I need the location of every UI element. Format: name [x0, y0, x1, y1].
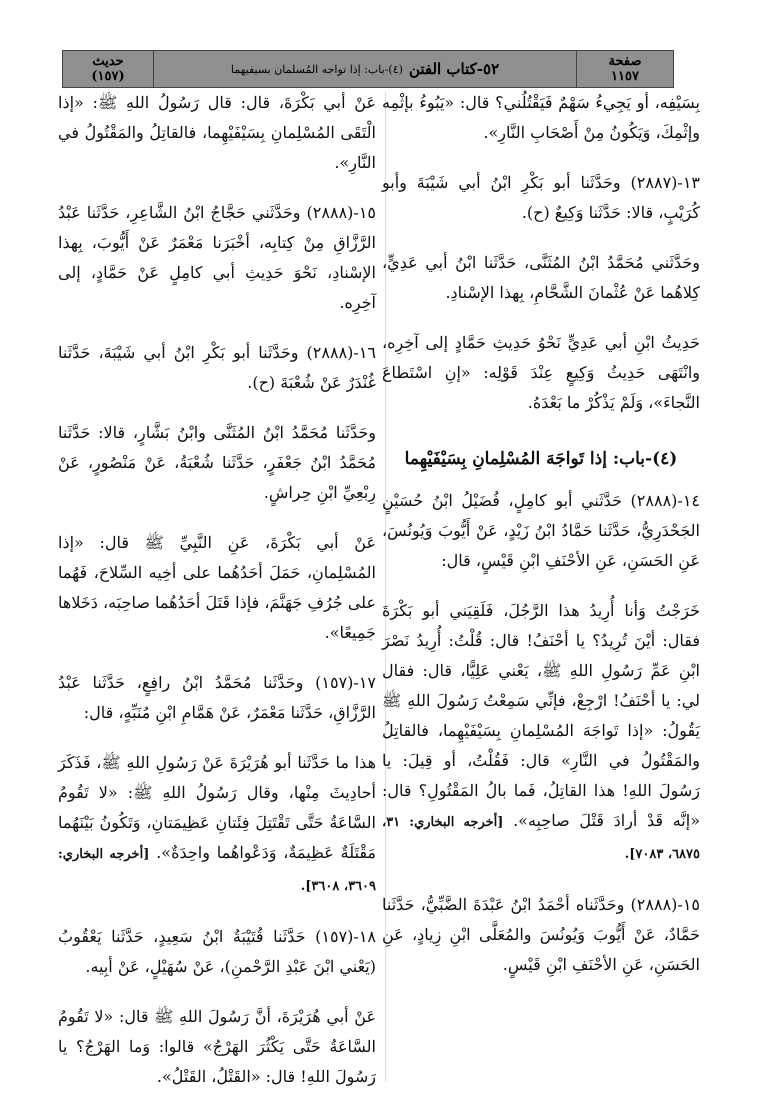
paragraph	[58, 418, 376, 508]
paragraph	[382, 328, 700, 418]
paragraph	[58, 338, 376, 398]
paragraph	[382, 486, 700, 576]
paragraph	[58, 1002, 376, 1092]
paragraph	[382, 248, 700, 308]
paragraph-text: حَدِيثُ ابْنِ أبي عَدِيٍّ نَحْوُ حَدِيثِ حَمَّادٍ إلى آخِرِه، وانْتَهَى حَدِيثُ وَكِيعٍ عِنْدَ قَوْلِه: «إنِ اسْتَطاعَ النَّجاءَ»، وَلَمْ يَذْكُرْ ما بَعْدَهُ.	[382, 333, 700, 412]
chapter-title: (٤)-باب: إذا تواجه المُسلمان بسيفيهما	[230, 62, 403, 76]
paragraph	[58, 748, 376, 902]
paragraph-text: بِسَيْفِه، أو يَجِيءُ سَهْمٌ فَيَقْتُلُني؟ قال: «يَبُوءُ بإثْمِه وإثْمِكَ، وَيَكُونُ مِنْ أَصْحَابِ النَّارِ».	[382, 93, 700, 142]
book-title: ٥٢-كتاب الفتن	[408, 60, 500, 78]
paragraph-text: عَنْ أبي هُرَيْرَةَ، أنَّ رَسُولَ اللهِ ﷺ قال: «لا تَقُومُ السَّاعَةُ حَتَّى يَكْثُرَ الهَرْجُ» قالوا: وَما الهَرْجُ؟ يا رَسُولَ اللهِ! قال: «القَتْلُ، القَتْلُ».	[58, 1007, 376, 1086]
paragraph-text: وحَدَّثَني مُحَمَّدُ ابْنُ المُثَنَّى، حَدَّثَنا ابْنُ أبي عَدِيٍّ، كِلاهُما عَنْ عُثْمانَ الشَّحَّامِ، بِهذا الإسْنادِ.	[382, 253, 700, 302]
page-header	[62, 50, 674, 88]
hadith-label: حديث	[92, 54, 124, 69]
hadith-number-box	[63, 51, 154, 87]
paragraph-text: ١٥-(٢٨٨٨) وحَدَّثَني حَجَّاجُ ابْنُ الشَّاعِرِ، حَدَّثَنا عَبْدُ الرَّزَّاقِ مِنْ كِتابِه، أخْبَرَنا مَعْمَرٌ عَنْ أَيُّوبَ، بِهذا الإسْنادِ، نَحْوَ حَدِيثِ أبي كامِلٍ عَنْ حَمَّادٍ، إلى آخِرِه.	[58, 203, 376, 312]
page-number-box	[576, 51, 673, 87]
reference: [أخرجه البخاري: ٣١، ٦٨٧٥، ٧٠٨٣].	[382, 815, 700, 862]
hadith-number: (١٥٧)	[91, 69, 125, 84]
paragraph-text: ١٨-(١٥٧) حَدَّثَنا قُتَيْبَةُ ابْنُ سَعِيدٍ، حَدَّثَنا يَعْقُوبُ (يَعْني ابْنَ عَبْدِ الرَّحْمنِ)، عَنْ سُهَيْلٍ، عَنْ أبِيه.	[58, 927, 376, 976]
paragraph-text: عَنْ أبي بَكْرَةَ، قال: قال رَسُولُ اللهِ ﷺ: «إذا الْتَقَى المُسْلِمانِ بِسَيْفَيْهِما، فالقاتِلُ والمَقْتُولُ في النَّارِ».	[58, 93, 376, 172]
paragraph	[382, 168, 700, 228]
chapter-heading: (٤)-باب: إذا تَواجَهَ المُسْلِمانِ بِسَيْفَيْهِما	[404, 449, 678, 469]
paragraph-text: ١٧-(١٥٧) وحَدَّثَنا مُحَمَّدُ ابْنُ رافِعٍ، حَدَّثَنا عَبْدُ الرَّزَّاقِ، حَدَّثَنا مَعْمَرٌ، عَنْ هَمَّامِ ابْنِ مُنَبِّهٍ، قال:	[58, 673, 376, 722]
paragraph	[58, 88, 376, 178]
paragraph-text: هذا ما حَدَّثَنا أبو هُرَيْرَةَ عَنْ رَسُولِ اللهِ ﷺ، فَذَكَرَ أحادِيثَ مِنْها، وقال رَسُولُ اللهِ ﷺ: «لا تَقُومُ السَّاعَةُ حَتَّى تَقْتَتِلَ فِئَتانِ عَظِيمَتانِ، وَتَكُونُ بَيْنَهُما مَقْتَلَةٌ عَظِيمَةٌ، وَدَعْواهُما واحِدَةٌ».	[58, 753, 376, 862]
right-column	[382, 88, 700, 1088]
paragraph	[58, 668, 376, 728]
left-column	[58, 88, 376, 1088]
paragraph	[382, 88, 700, 148]
paragraph-text: ١٦-(٢٨٨٨) وحَدَّثَنا أبو بَكْرِ ابْنُ أبي شَيْبَةَ، حَدَّثَنا غُنْدَرٌ عَنْ شُعْبَةَ (ح).	[58, 343, 376, 392]
paragraph-text: عَنْ أبي بَكْرَةَ، عَنِ النَّبِيِّ ﷺ قال: «إذا المُسْلِمانِ، حَمَلَ أحَدُهُما على أخِيه السِّلاحَ، فَهُما على جُرُفِ جَهَنَّمَ، فإذا قَتَلَ أحَدُهُما صاحِبَه، دَخَلاها جَمِيعًا».	[58, 533, 376, 642]
paragraph-text: وحَدَّثَنا مُحَمَّدُ ابْنُ المُثَنَّى وابْنُ بَشَّارٍ، قالا: حَدَّثَنا مُحَمَّدُ ابْنُ جَعْفَرٍ، حَدَّثَنا شُعْبَةُ، عَنْ مَنْصُورٍ، عَنْ رِبْعِيِّ ابْنِ حِراشٍ.	[58, 423, 376, 502]
page-label: صفحة	[608, 54, 642, 69]
paragraph-text: ١٤-(٢٨٨٨) حَدَّثَني أبو كامِلٍ، فُضَيْلُ ابْنُ حُسَيْنٍ الجَحْدَرِيُّ، حَدَّثَنا حَمَّادُ ابْنُ زَيْدٍ، عَنْ أَيُّوبَ وَيُونُسَ، عَنِ الحَسَنِ، عَنِ الأحْنَفِ ابْنِ قَيْسٍ، قال:	[382, 491, 700, 570]
paragraph-text: خَرَجْتُ وَأنا أُرِيدُ هذا الرَّجُلَ، فَلَقِيَني أبو بَكْرَةَ فقال: أيْنَ تُرِيدُ؟ يا أحْنَفُ! قال: قُلْتُ: أُرِيدُ نَصْرَ ابْنِ عَمِّ رَسُولِ اللهِ ﷺ، يَعْني عَلِيًّا، قال: فقال لي: يا أحْنَفُ! ارْجِعْ، فإنِّي سَمِعْتُ رَسُولَ اللهِ ﷺ يَقُولُ: «إذا تَواجَهَ المُسْلِمانِ بِسَيْفَيْهِما، فالقاتِلُ والمَقْتُولُ في النَّارِ» قال: فَقُلْتُ، أو قِيلَ: يا رَسُولَ اللهِ! هذا القاتِلُ، فَما بالُ المَقْتُولِ؟ قال: «إنَّه قَدْ أرادَ قَتْلَ صاحِبِه».	[382, 601, 700, 830]
paragraph-text: ١٥-(٢٨٨٨) وحَدَّثَناه أحْمَدُ ابْنُ عَبْدَةَ الضَّبِّيُّ، حَدَّثَنا حَمَّادٌ، عَنْ أَيُّوبَ وَيُونُسَ والمُعَلَّى ابْنِ زِيادٍ، عَنِ الحَسَنِ، عَنِ الأحْنَفِ ابْنِ قَيْسٍ.	[382, 895, 700, 974]
paragraph	[382, 596, 700, 870]
reference: [أخرجه البخاري: ٣٦٠٩، ٣٦٠٨].	[58, 847, 376, 894]
paragraph-text: ١٣-(٢٨٨٧) وحَدَّثَنا أبو بَكْرِ ابْنُ أبي شَيْبَةَ وأبو كُرَيْبٍ، قالا: حَدَّثَنا وَكِيعٌ (ح).	[382, 173, 700, 222]
page-number: ١١٥٧	[611, 69, 639, 84]
paragraph	[58, 922, 376, 982]
paragraph	[382, 890, 700, 980]
book-title-box	[154, 51, 576, 87]
paragraph	[58, 198, 376, 318]
paragraph	[58, 528, 376, 648]
